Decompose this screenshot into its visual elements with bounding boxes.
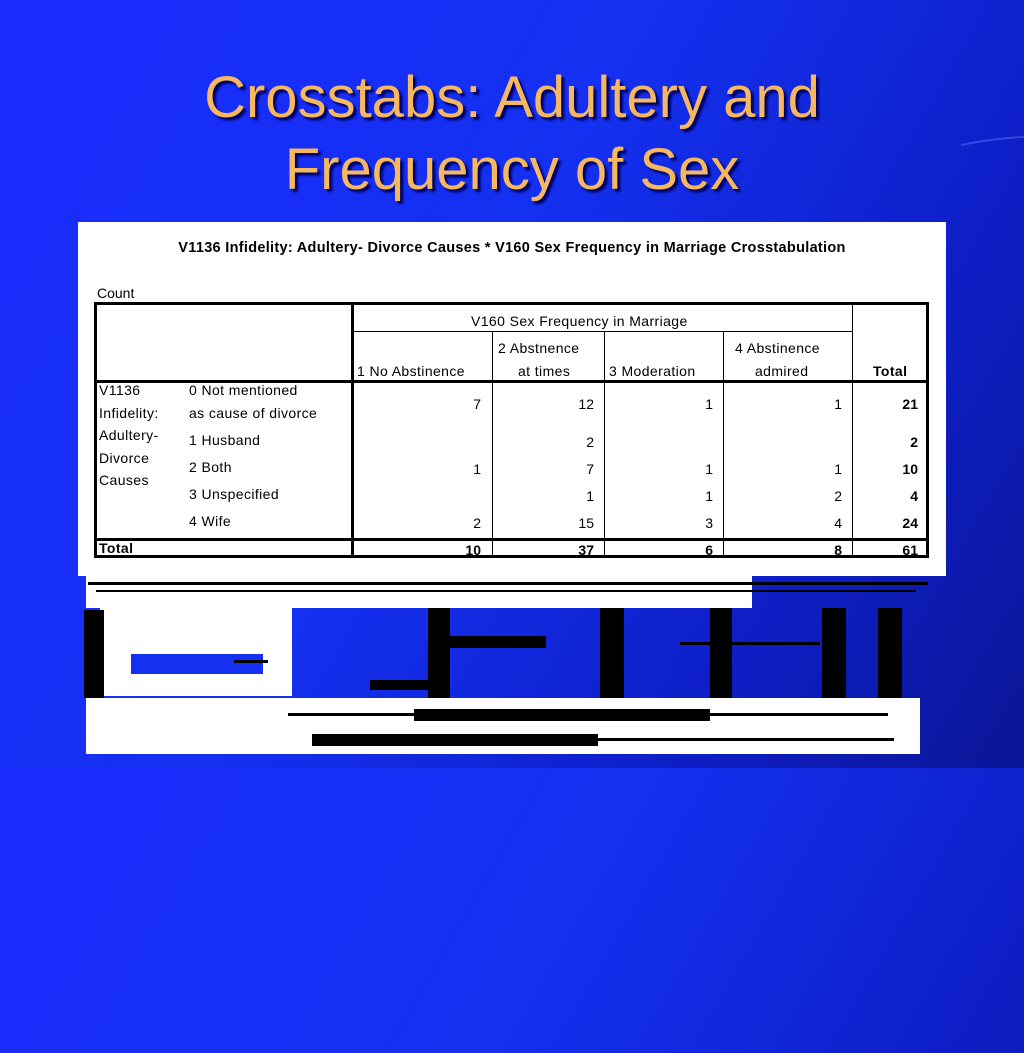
cell: 1: [473, 461, 481, 477]
column-divider: [723, 331, 724, 555]
col-header-abstinence-times-line1: 2 Abstnence: [498, 340, 580, 356]
total-cell: 6: [705, 542, 713, 558]
artifact-white: [100, 608, 292, 696]
artifact-block: [600, 608, 624, 698]
slide-title-line1: Crosstabs: Adultery and: [204, 65, 820, 130]
cell: 7: [473, 396, 481, 412]
group-header-divider: [351, 331, 852, 332]
col-header-no-abstinence: 1 No Abstinence: [357, 363, 465, 379]
cell: 7: [586, 461, 594, 477]
row-var-label: V1136: [99, 382, 141, 398]
total-cell: 8: [834, 542, 842, 558]
row-var-label: Infidelity:: [99, 405, 159, 421]
artifact-block: [878, 608, 902, 698]
cell: 1: [705, 396, 713, 412]
crosstab-panel: [78, 222, 946, 576]
row-label: 2 Both: [189, 459, 232, 475]
cell: 1: [834, 461, 842, 477]
cell: 1: [834, 396, 842, 412]
total-cell: 10: [465, 542, 481, 558]
total-cell: 37: [578, 542, 594, 558]
row-total: 4: [910, 488, 918, 504]
col-header-abstinence-times-line2: at times: [518, 363, 571, 379]
row-total: 24: [902, 515, 918, 531]
row-total: 10: [902, 461, 918, 477]
cell: 2: [473, 515, 481, 531]
column-divider: [852, 305, 853, 555]
total-row-label: Total: [99, 540, 134, 556]
cell: 2: [834, 488, 842, 504]
total-row-divider: [97, 538, 926, 541]
grand-total: 61: [902, 542, 918, 558]
cell: 15: [578, 515, 594, 531]
col-header-moderation: 3 Moderation: [609, 363, 696, 379]
cell: 3: [705, 515, 713, 531]
artifact-line: [88, 582, 928, 585]
artifact-block: [84, 610, 104, 698]
col-header-total: Total: [873, 363, 908, 379]
cell: 4: [834, 515, 842, 531]
cell: 2: [586, 434, 594, 450]
row-label: 1 Husband: [189, 432, 261, 448]
row-var-label: Causes: [99, 472, 149, 488]
row-label: 0 Not mentioned: [189, 382, 298, 398]
cell: 1: [705, 461, 713, 477]
cell: 1: [705, 488, 713, 504]
row-label-line2: as cause of divorce: [189, 405, 318, 421]
artifact-white: [86, 576, 752, 608]
artifact-block: [450, 636, 546, 648]
artifact-block: [370, 680, 430, 690]
row-label: 4 Wife: [189, 513, 232, 529]
row-label: 3 Unspecified: [189, 486, 280, 502]
artifact-line: [96, 590, 916, 592]
row-total: 2: [910, 434, 918, 450]
artifact-block: [822, 608, 846, 698]
row-var-label: Adultery-: [99, 427, 159, 443]
artifact-block: [312, 734, 598, 746]
artifact-line: [234, 660, 268, 663]
artifact-line: [680, 642, 820, 645]
crosstab-caption: V1136 Infidelity: Adultery- Divorce Causes * V160 Sex Frequency in Marriage Crosstabulation: [178, 240, 846, 256]
crosstab-table: [94, 302, 929, 558]
col-header-abstinence-admired-line1: 4 Abstinence: [735, 340, 820, 356]
artifact-line: [598, 738, 894, 741]
row-header-divider: [351, 305, 354, 555]
cell: 1: [586, 488, 594, 504]
cell: 12: [578, 396, 594, 412]
artifact-block: [428, 608, 450, 698]
count-label: Count: [97, 285, 135, 301]
artifact-blue: [131, 654, 263, 674]
col-group-header: V160 Sex Frequency in Marriage: [471, 313, 688, 329]
col-header-abstinence-admired-line2: admired: [755, 363, 809, 379]
column-divider: [604, 331, 605, 555]
artifact-block: [710, 608, 732, 698]
slide-title: [0, 62, 1024, 206]
artifact-block: [414, 709, 710, 721]
row-total: 21: [902, 396, 918, 412]
slide-title-line2: Frequency of Sex: [284, 137, 740, 202]
row-var-label: Divorce: [99, 450, 150, 466]
column-divider: [492, 331, 493, 555]
